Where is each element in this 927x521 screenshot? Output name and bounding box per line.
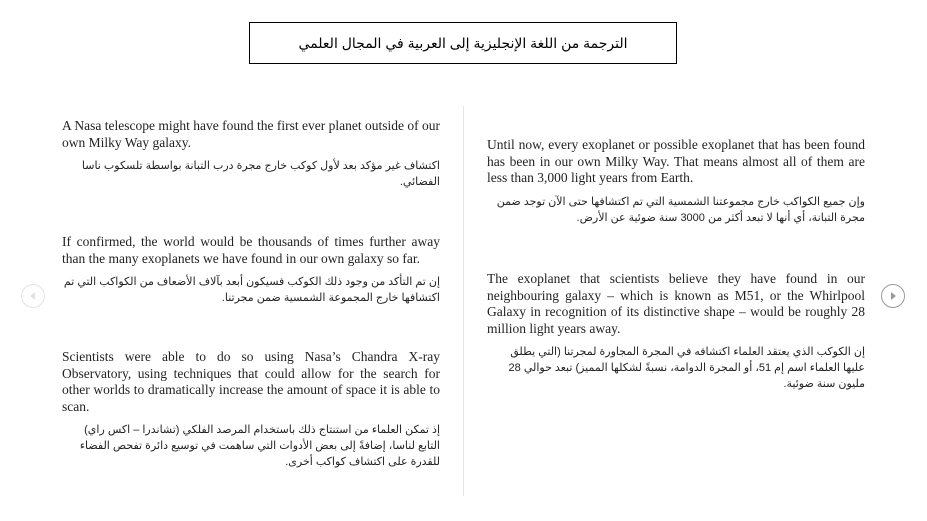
arabic-paragraph: وإن جميع الكواكب خارج مجموعتنا الشمسية التي تم اكتشافها حتى الآن توجد ضمن مجرة التبانة، أي أنها لا تبعد أكثر من 3000 سنة ضوئية عن الأرض. (496, 195, 865, 224)
paragraph-pair (62, 234, 440, 306)
english-paragraph: The exoplanet that scientists believe they have found in our neighbouring galaxy – which is known as M51, or the Whirlpool Galaxy in recognition of its distinctive shape – would be roughly 28 million light years away. (487, 271, 865, 336)
paragraph-pair (487, 271, 865, 392)
column-divider (463, 106, 464, 496)
arabic-paragraph: إذ تمكن العلماء من استنتاج ذلك باستخدام المرصد الفلكي (تشاندرا – اكس راي) التابع لناسا، إضافةً إلى بعض الأدوات التي ساهمت في توسيع دائرة تفحص الفضاء للقدرة على اكتشاف كواكب أخرى. (79, 424, 440, 468)
page-title: الترجمة من اللغة الإنجليزية إلى العربية في المجال العلمي (249, 22, 677, 64)
english-paragraph: If confirmed, the world would be thousands of times further away than the many exoplanets we have found in our own galaxy so far. (62, 234, 440, 266)
paragraph-pair (62, 349, 440, 470)
chevron-left-icon (28, 291, 38, 301)
english-paragraph: A Nasa telescope might have found the first ever planet outside of our own Milky Way galaxy. (62, 118, 440, 150)
arabic-paragraph: إن تم التأكد من وجود ذلك الكوكب فسيكون أبعد بآلاف الأضعاف من الكواكب التي تم اكتشافها خارج المجموعة الشمسية ضمن مجرتنا. (63, 276, 440, 304)
paragraph-pair (487, 137, 865, 226)
arabic-paragraph: اكتشاف غير مؤكد بعد لأول كوكب خارج مجرة درب التبانة بواسطة تلسكوب ناسا الفضائي. (81, 160, 440, 188)
previous-slide-button[interactable] (21, 284, 45, 308)
arabic-paragraph: إن الكوكب الذي يعتقد العلماء اكتشافه في المجرة المجاورة لمجرتنا (التي يطلق عليها العلماء اسم إم 51، أو المجرة الدوامة، نسبةً لشكلها المميز) تبعد حوالي 28 مليون سنة ضوئية. (508, 346, 865, 390)
chevron-right-icon (888, 291, 898, 301)
english-paragraph: Scientists were able to do so using Nasa’s Chandra X-ray Observatory, using techniques that could allow for the search for other worlds to dramatically increase the amount of space it is able to scan. (62, 349, 440, 414)
next-slide-button[interactable] (881, 284, 905, 308)
english-paragraph: Until now, every exoplanet or possible exoplanet that has been found has been in our own Milky Way. That means almost all of them are less than 3,000 light years from Earth. (487, 137, 865, 185)
paragraph-pair (62, 118, 440, 190)
